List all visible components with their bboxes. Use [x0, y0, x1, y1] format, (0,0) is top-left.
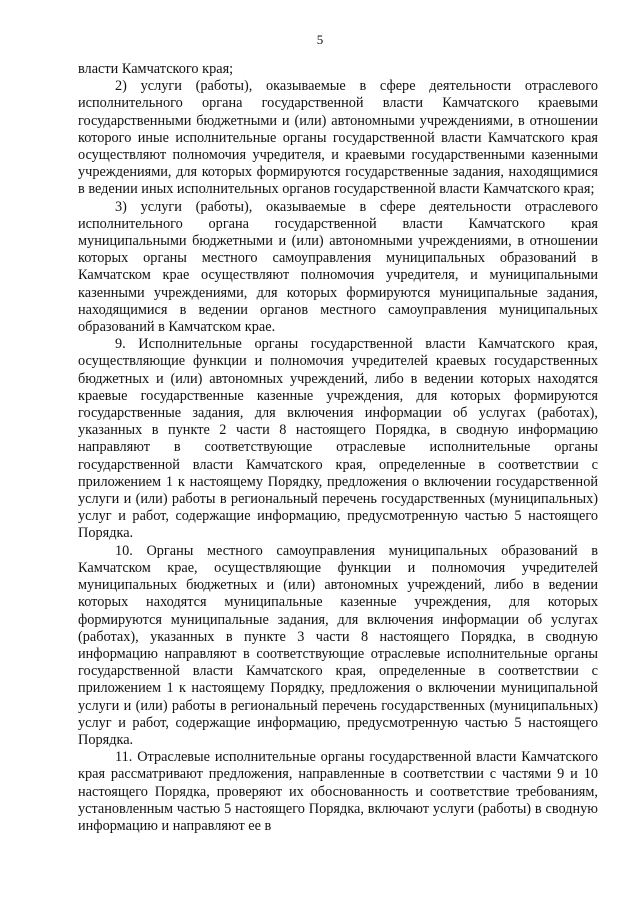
page-number: 5 [316, 32, 324, 47]
paragraph-section-10: 10. Органы местного самоуправления муниципальных образований в Камчатском крае, осуществляющие функции и полномочия учредителей муниципальных бюджетных и (или) автономных учреждений, либо в ведении которых находятся муниципальные казенные учреждения, для которых формируются муниципальные задания, для включения информации об услугах (работах), указанных в пункте 3 части 8 настоящего Порядка, в сводную информацию направляют в соответствующие отраслевые исполнительные органы государственной власти Камчатского края, определенные в соответствии с приложением 1 к настоящему Порядку, предложения о включении муниципальной услуги и (или) работы в региональный перечень государственных (муниципальных) услуг и работ, содержащие информацию, предусмотренную частью 5 настоящего Порядка. [78, 542, 598, 748]
paragraph-continuation: власти Камчатского края; [78, 61, 234, 77]
paragraph-section-9: 9. Исполнительные органы государственной власти Камчатского края, осуществляющие функции и полномочия учредителей краевых государственных бюджетных и (или) автономных учреждений, либо в ведении которых находятся краевые государственные казенные учреждения, для которых формируются государственные задания, для включения информации об услугах (работах), указанных в пункте 2 части 8 настоящего Порядка, в сводную информацию направляют в соответствующие отраслевые исполнительные органы государственной власти Камчатского края, определенные в соответствии с приложением 1 к настоящему Порядку, предложения о включении государственной услуги и (или) работы в региональный перечень государственных (муниципальных) услуг и работ, содержащие информацию, предусмотренную частью 5 настоящего Порядка. [78, 336, 598, 542]
document-body [78, 61, 598, 835]
paragraph-section-11: 11. Отраслевые исполнительные органы государственной власти Камчатского края рассматривают предложения, направленные в соответствии с частями 9 и 10 настоящего Порядка, проверяют их обоснованность и соответствие требованиям, установленным частью 5 настоящего Порядка, включают услуги (работы) в сводную информацию и направляют ее в [78, 749, 598, 834]
paragraph-item-3: 3) услуги (работы), оказываемые в сфере деятельности отраслевого исполнительного органа государственной власти Камчатского края муниципальными бюджетными и (или) автономными учреждениями, в отношении которых органы местного самоуправления муниципальных образований в Камчатском крае осуществляют полномочия учредителя, и муниципальными казенными учреждениями, для которых формируются муниципальные задания, находящимися в ведении органов местного самоуправления муниципальных образований в Камчатском крае. [78, 198, 598, 336]
paragraph-item-2: 2) услуги (работы), оказываемые в сфере деятельности отраслевого исполнительного органа государственной власти Камчатского краевыми государственными бюджетными и (или) автономными учреждениями, в отношении которого иные исполнительные органы государственной власти Камчатского края осуществляют полномочия учредителя, и краевыми государственными казенными учреждениями, для которых формируются государственные задания, находящимися в ведении иных исполнительных органов государственной власти Камчатского края; [78, 78, 598, 198]
